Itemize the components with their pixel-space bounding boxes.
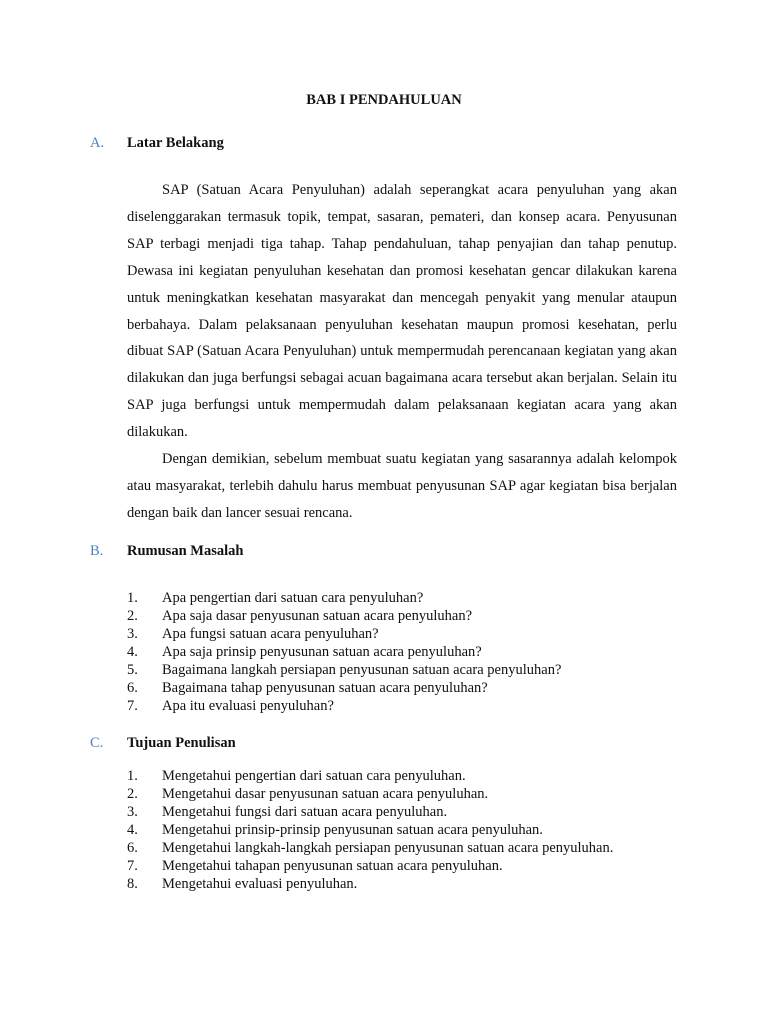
list-item-number: 2. xyxy=(127,608,138,624)
list-item xyxy=(127,803,613,821)
section-a-heading xyxy=(90,135,224,152)
list-item-text: Apa saja prinsip penyusunan satuan acara penyuluhan? xyxy=(162,644,482,660)
list-item-number: 7. xyxy=(127,858,138,874)
list-item xyxy=(127,589,561,607)
section-a-letter: A. xyxy=(90,135,105,151)
paragraph-1: SAP (Satuan Acara Penyuluhan) adalah seperangkat acara penyuluhan yang akan diselenggarakan termasuk topik, tempat, sasaran, pemateri, dan konsep acara. Penyusunan SAP terbagi menjadi tiga tahap. Tahap pendahuluan, tahap penyajian dan tahap penutup. Dewasa ini kegiatan penyuluhan kesehatan dan promosi kesehatan gencar dilakukan karena untuk meningkatkan kesehatan masyarakat dan mencegah penyakit yang menular ataupun berbahaya. Dalam pelaksanaan penyuluhan kesehatan maupun promosi kesehatan, perlu dibuat SAP (Satuan Acara Penyuluhan) untuk mempermudah perencanaan kegiatan yang akan dilakukan dan juga berfungsi sebagai acuan bagaimana acara tersebut akan berjalan. Selain itu SAP juga berfungsi untuk mempermudah dalam pelaksanaan kegiatan acara yang akan dilakukan. xyxy=(127,182,677,441)
list-item-text: Mengetahui prinsip-prinsip penyusunan satuan acara penyuluhan. xyxy=(162,822,543,838)
page-title: BAB I PENDAHULUAN xyxy=(306,92,462,108)
background-text xyxy=(127,177,677,527)
section-b-letter: B. xyxy=(90,543,104,559)
list-item-number: 7. xyxy=(127,698,138,714)
list-item-text: Apa pengertian dari satuan cara penyuluhan? xyxy=(162,590,424,606)
paragraph-2: Dengan demikian, sebelum membuat suatu kegiatan yang sasarannya adalah kelompok atau masyarakat, terlebih dahulu harus membuat penyusunan SAP agar kegiatan bisa berjalan dengan baik dan lancer sesuai rencana. xyxy=(127,451,677,521)
section-a-title: Latar Belakang xyxy=(127,135,224,151)
list-item-number: 4. xyxy=(127,822,138,838)
list-item-text: Apa itu evaluasi penyuluhan? xyxy=(162,698,334,714)
list-item-text: Apa fungsi satuan acara penyuluhan? xyxy=(162,626,379,642)
list-item-number: 3. xyxy=(127,804,138,820)
list-item-number: 6. xyxy=(127,680,138,696)
section-b-heading xyxy=(90,543,243,560)
list-item-number: 1. xyxy=(127,590,138,606)
list-item xyxy=(127,821,613,839)
section-c-title: Tujuan Penulisan xyxy=(127,735,236,751)
list-item xyxy=(127,643,561,661)
list-item xyxy=(127,839,613,857)
list-item-text: Bagaimana tahap penyusunan satuan acara penyuluhan? xyxy=(162,680,488,696)
list-item-text: Mengetahui fungsi dari satuan acara penyuluhan. xyxy=(162,804,448,820)
list-item-number: 4. xyxy=(127,644,138,660)
list-item-number: 1. xyxy=(127,768,138,784)
list-item xyxy=(127,625,561,643)
rumusan-list xyxy=(127,589,561,715)
list-item-text: Mengetahui tahapan penyusunan satuan acara penyuluhan. xyxy=(162,858,503,874)
list-item-text: Mengetahui langkah-langkah persiapan penyusunan satuan acara penyuluhan. xyxy=(162,840,614,856)
list-item xyxy=(127,875,613,893)
list-item xyxy=(127,857,613,875)
list-item xyxy=(127,767,613,785)
list-item-number: 5. xyxy=(127,662,138,678)
list-item xyxy=(127,607,561,625)
list-item-number: 3. xyxy=(127,626,138,642)
list-item xyxy=(127,661,561,679)
list-item-text: Apa saja dasar penyusunan satuan acara penyuluhan? xyxy=(162,608,473,624)
list-item-text: Bagaimana langkah persiapan penyusunan satuan acara penyuluhan? xyxy=(162,662,562,678)
list-item-text: Mengetahui pengertian dari satuan cara penyuluhan. xyxy=(162,768,466,784)
list-item-number: 8. xyxy=(127,876,138,892)
section-c-letter: C. xyxy=(90,735,104,751)
list-item xyxy=(127,679,561,697)
list-item xyxy=(127,697,561,715)
section-b-title: Rumusan Masalah xyxy=(127,543,244,559)
tujuan-list xyxy=(127,767,613,893)
list-item xyxy=(127,785,613,803)
list-item-text: Mengetahui evaluasi penyuluhan. xyxy=(162,876,358,892)
section-c-heading xyxy=(90,735,236,752)
list-item-number: 6. xyxy=(127,840,138,856)
list-item-text: Mengetahui dasar penyusunan satuan acara penyuluhan. xyxy=(162,786,489,802)
list-item-number: 2. xyxy=(127,786,138,802)
